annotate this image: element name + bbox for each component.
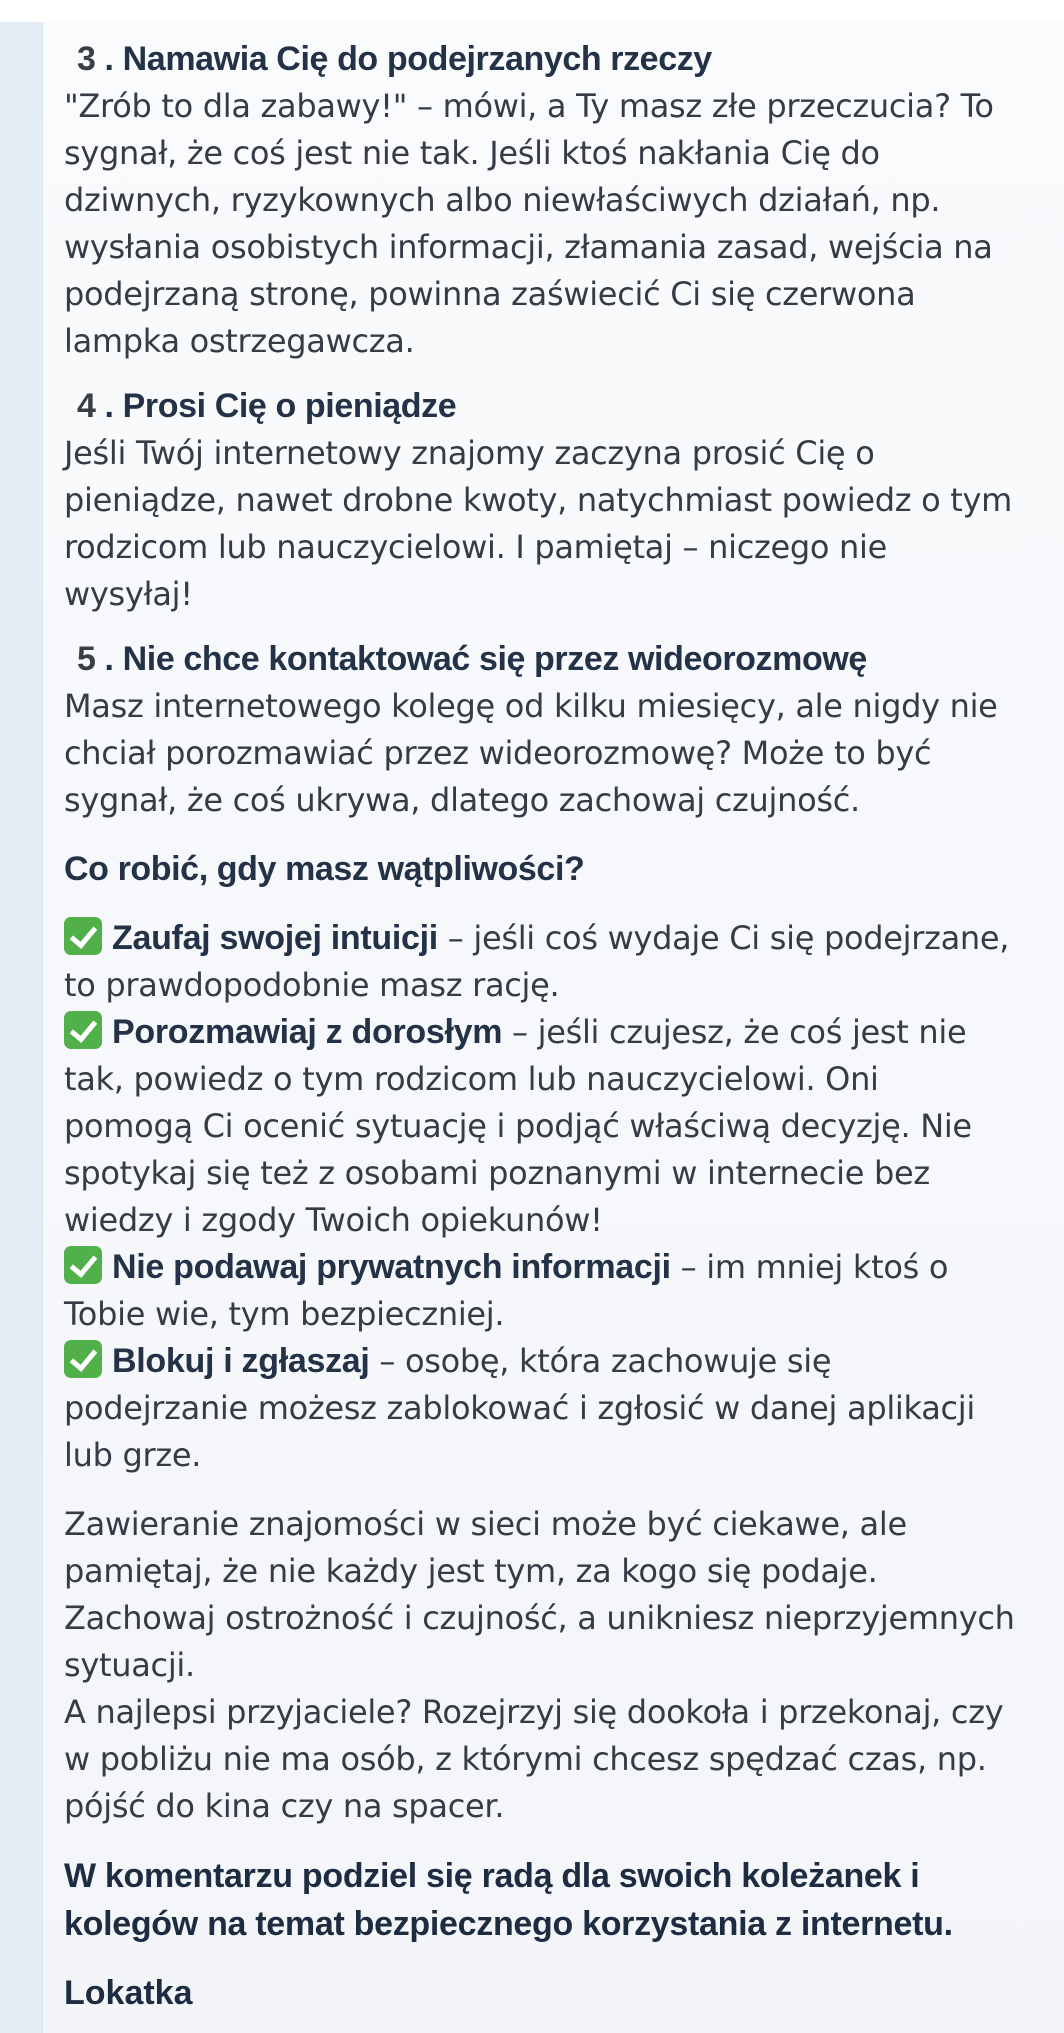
closing-line: Zawieranie znajomości w sieci może być ciekawe, ale	[64, 1505, 907, 1543]
section-5-line: chciał porozmawiać przez wideorozmowę? Może to być	[64, 734, 932, 772]
section-4-number: 4	[77, 387, 96, 425]
tip-first-line	[64, 1338, 1054, 1385]
section-4	[64, 383, 1054, 618]
section-3-line: dziwnych, ryzykownych albo niewłaściwych działań, np.	[64, 181, 941, 219]
tip-title: Porozmawiaj z dorosłym	[112, 1013, 503, 1051]
closing-line: pamiętaj, że nie każdy jest tym, za kogo się podaje.	[64, 1552, 878, 1590]
check-mark-button-icon	[64, 917, 102, 955]
section-5-line: Masz internetowego kolegę od kilku miesięcy, ale nigdy nie	[64, 687, 998, 725]
tip-line: lub grze.	[64, 1436, 202, 1474]
tip-item	[64, 915, 1054, 1009]
section-4-line: pieniądze, nawet drobne kwoty, natychmiast powiedz o tym	[64, 481, 1013, 519]
tip-first-line	[64, 915, 1054, 962]
tips-list	[64, 915, 1054, 1479]
tip-text: – jeśli coś wydaje Ci się podejrzane,	[437, 919, 1010, 957]
section-3-line: lampka ostrzegawcza.	[64, 322, 415, 360]
tip-text: – im mniej ktoś o	[670, 1248, 949, 1286]
tip-title: Zaufaj swojej intuicji	[112, 919, 438, 957]
call-to-action-line: kolegów na temat bezpiecznego korzystania z internetu.	[64, 1905, 953, 1943]
article-content	[64, 36, 1054, 2017]
tip-line: pomogą Ci ocenić sytuację i podjąć właściwą decyzję. Nie	[64, 1107, 972, 1145]
author-signature: Lokatka	[64, 1974, 193, 2012]
closing-line: w pobliżu nie ma osób, z którymi chcesz spędzać czas, np.	[64, 1740, 987, 1778]
section-5	[64, 636, 1054, 824]
section-5-title: Nie chce kontaktować się przez wideorozmowę	[122, 640, 867, 678]
section-3-heading: 3 . Namawia Cię do podejrzanych rzeczy	[77, 40, 712, 78]
section-4-line: wysyłaj!	[64, 575, 193, 613]
section-4-title: Prosi Cię o pieniądze	[122, 387, 457, 425]
tip-line: podejrzanie możesz zablokować i zgłosić w danej aplikacji	[64, 1389, 975, 1427]
closing-line: pójść do kina czy na spacer.	[64, 1787, 505, 1825]
tip-item	[64, 1338, 1054, 1479]
call-to-action	[64, 1852, 1054, 1948]
section-4-heading: 4 . Prosi Cię o pieniądze	[77, 387, 457, 425]
section-3-line: wysłania osobistych informacji, złamania zasad, wejścia na	[64, 228, 993, 266]
doubts-heading: Co robić, gdy masz wątpliwości?	[64, 850, 585, 888]
closing-paragraph	[64, 1501, 1054, 1830]
section-5-number: 5	[77, 640, 96, 678]
closing-line: A najlepsi przyjaciele? Rozejrzyj się dookoła i przekonaj, czy	[64, 1693, 1004, 1731]
closing-line: Zachowaj ostrożność i czujność, a unikniesz nieprzyjemnych	[64, 1599, 1015, 1637]
tip-text: – jeśli czujesz, że coś jest nie	[502, 1013, 967, 1051]
tip-line: to prawdopodobnie masz rację.	[64, 966, 560, 1004]
check-mark-button-icon	[64, 1340, 102, 1378]
closing-line: sytuacji.	[64, 1646, 195, 1684]
section-3-line: "Zrób to dla zabawy!" – mówi, a Ty masz złe przeczucia? To	[64, 87, 994, 125]
tip-line: tak, powiedz o tym rodzicom lub nauczycielowi. Oni	[64, 1060, 879, 1098]
tip-item	[64, 1244, 1054, 1338]
section-3-title: Namawia Cię do podejrzanych rzeczy	[122, 40, 712, 78]
section-5-line: sygnał, że coś ukrywa, dlatego zachowaj czujność.	[64, 781, 860, 819]
tip-first-line	[64, 1244, 1054, 1291]
left-margin-bar	[0, 22, 42, 2033]
section-5-heading: 5 . Nie chce kontaktować się przez wideorozmowę	[77, 640, 867, 678]
tip-text: – osobę, która zachowuje się	[369, 1342, 832, 1380]
tip-line: spotykaj się też z osobami poznanymi w internecie bez	[64, 1154, 930, 1192]
tip-item	[64, 1009, 1054, 1244]
tip-line: Tobie wie, tym bezpieczniej.	[64, 1295, 505, 1333]
tip-line: wiedzy i zgody Twoich opiekunów!	[64, 1201, 603, 1239]
section-3-line: sygnał, że coś jest nie tak. Jeśli ktoś nakłania Cię do	[64, 134, 880, 172]
section-4-line: rodzicom lub nauczycielowi. I pamiętaj – niczego nie	[64, 528, 887, 566]
section-4-line: Jeśli Twój internetowy znajomy zaczyna prosić Cię o	[64, 434, 875, 472]
tip-first-line	[64, 1009, 1054, 1056]
check-mark-button-icon	[64, 1011, 102, 1049]
section-3-number: 3	[77, 40, 96, 78]
check-mark-button-icon	[64, 1246, 102, 1284]
section-3	[64, 36, 1054, 365]
call-to-action-line: W komentarzu podziel się radą dla swoich koleżanek i	[64, 1857, 920, 1895]
tip-title: Nie podawaj prywatnych informacji	[112, 1248, 671, 1286]
tip-title: Blokuj i zgłaszaj	[112, 1342, 370, 1380]
section-3-line: podejrzaną stronę, powinna zaświecić Ci się czerwona	[64, 275, 916, 313]
